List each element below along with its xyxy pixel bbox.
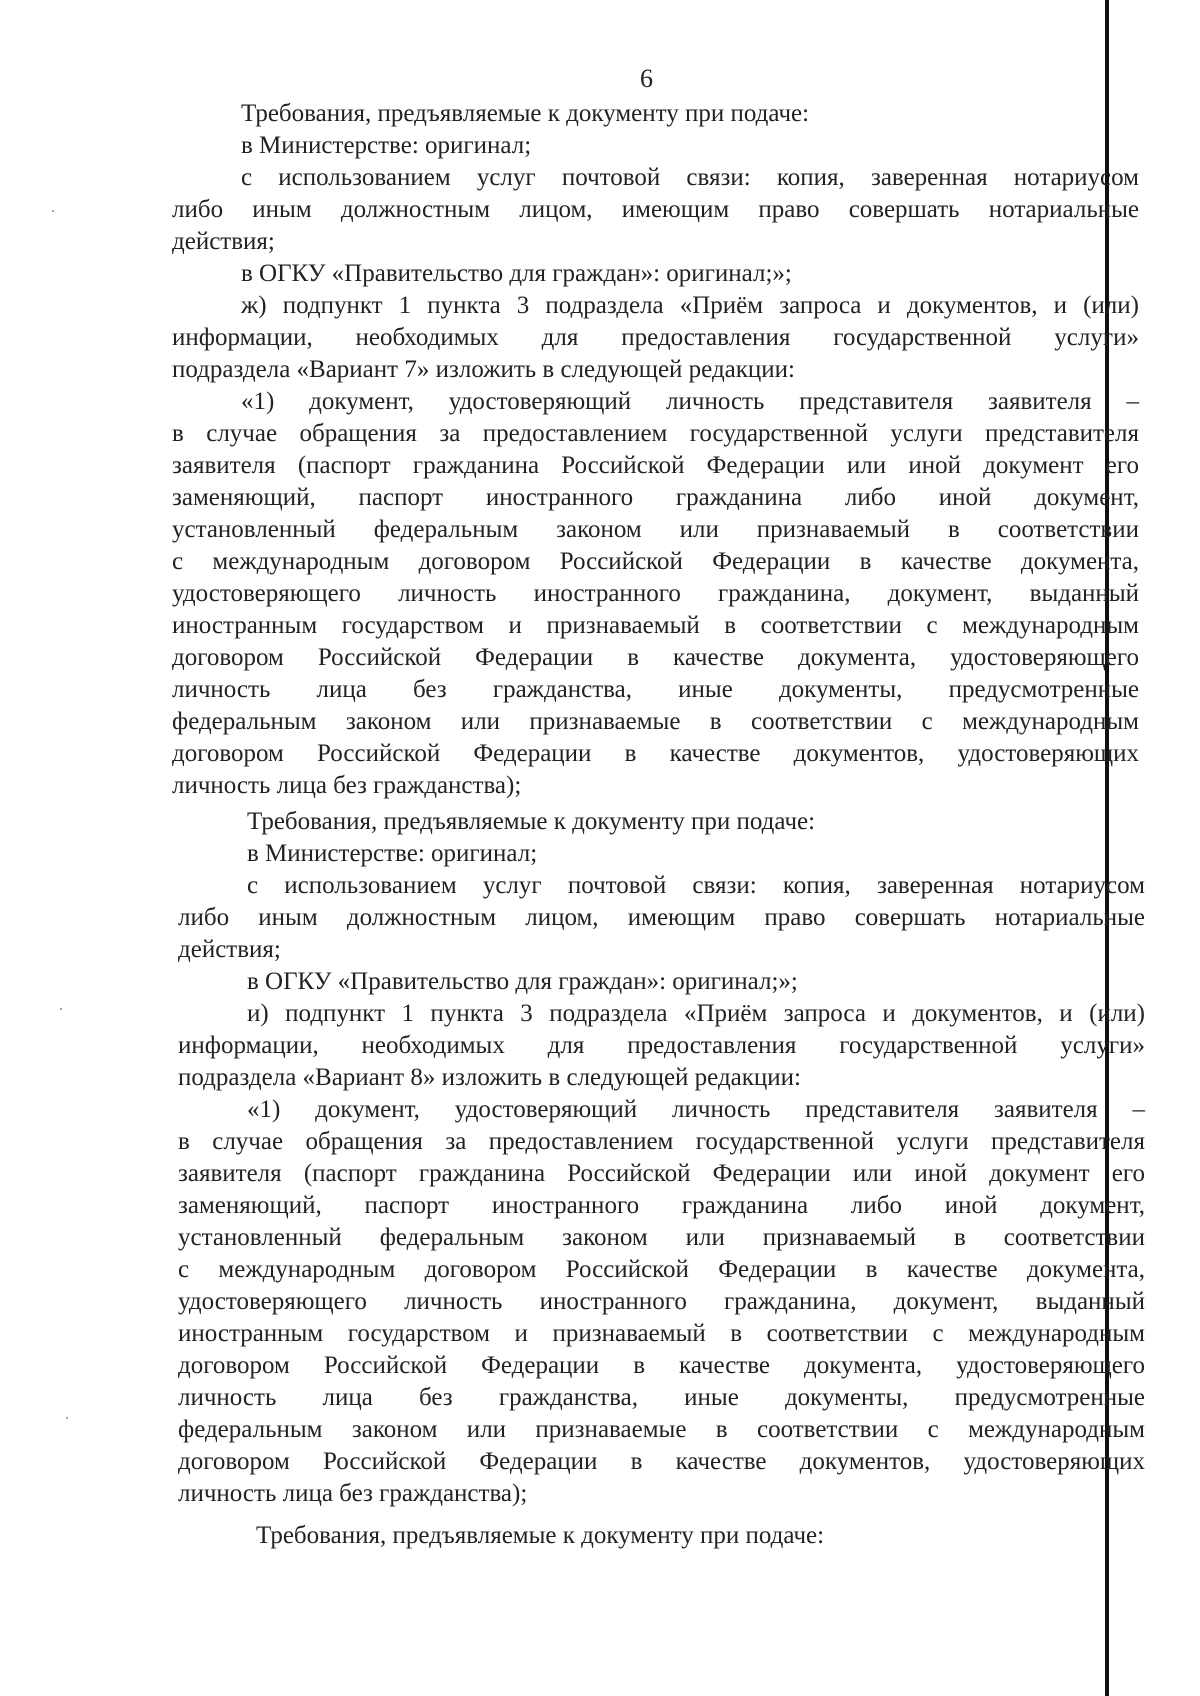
text-line: «1) документ, удостоверяющий личность представителя заявителя – [241, 388, 1139, 415]
text-line: информации, необходимых для предоставления государственной услуги» [178, 1032, 1145, 1059]
text-line: в ОГКУ «Правительство для граждан»: оригинал;»; [241, 260, 792, 287]
text-line: с международным договором Российской Федерации в качестве документа, [178, 1256, 1145, 1283]
text-line: в случае обращения за предоставлением государственной услуги представителя [172, 420, 1139, 447]
text-line: информации, необходимых для предоставления государственной услуги» [172, 324, 1139, 351]
text-line: подраздела «Вариант 7» изложить в следующей редакции: [172, 356, 795, 383]
text-line: в случае обращения за предоставлением государственной услуги представителя [178, 1128, 1145, 1155]
text-line: заявителя (паспорт гражданина Российской Федерации или иной документ его [178, 1160, 1145, 1187]
text-line: договором Российской Федерации в качестве документа, удостоверяющего [172, 644, 1139, 671]
text-line: либо иным должностным лицом, имеющим право совершать нотариальные [178, 904, 1145, 931]
text-line: действия; [172, 228, 275, 255]
page-number: 6 [640, 64, 653, 93]
text-line: либо иным должностным лицом, имеющим право совершать нотариальные [172, 196, 1139, 223]
text-line: заявителя (паспорт гражданина Российской Федерации или иной документ его [172, 452, 1139, 479]
text-line: в ОГКУ «Правительство для граждан»: оригинал;»; [247, 968, 798, 995]
text-line: с использованием услуг почтовой связи: копия, заверенная нотариусом [241, 164, 1139, 191]
text-line: в Министерстве: оригинал; [247, 840, 538, 867]
text-line: личность лица без гражданства); [178, 1480, 528, 1507]
text-line: федеральным законом или признаваемые в соответствии с международным [172, 708, 1139, 735]
text-line: «1) документ, удостоверяющий личность представителя заявителя – [247, 1096, 1145, 1123]
scan-speck [66, 1417, 68, 1419]
text-line: действия; [178, 936, 281, 963]
text-line: личность лица без гражданства, иные документы, предусмотренные [178, 1384, 1145, 1411]
text-line: заменяющий, паспорт иностранного гражданина либо иной документ, [172, 484, 1139, 511]
text-line: личность лица без гражданства); [172, 772, 522, 799]
scan-speck [52, 210, 54, 212]
text-line: подраздела «Вариант 8» изложить в следующей редакции: [178, 1064, 801, 1091]
text-line: и) подпункт 1 пункта 3 подраздела «Приём запроса и документов, и (или) [247, 1000, 1145, 1027]
text-line: договором Российской Федерации в качестве документа, удостоверяющего [178, 1352, 1145, 1379]
text-line: личность лица без гражданства, иные документы, предусмотренные [172, 676, 1139, 703]
text-line: заменяющий, паспорт иностранного гражданина либо иной документ, [178, 1192, 1145, 1219]
text-line: ж) подпункт 1 пункта 3 подраздела «Приём запроса и документов, и (или) [241, 292, 1139, 319]
text-line: Требования, предъявляемые к документу при подаче: [241, 100, 810, 127]
text-line: удостоверяющего личность иностранного гражданина, документ, выданный [172, 580, 1139, 607]
text-line: договором Российской Федерации в качестве документов, удостоверяющих [172, 740, 1139, 767]
text-line: Требования, предъявляемые к документу при подаче: [256, 1522, 825, 1549]
text-line: в Министерстве: оригинал; [241, 132, 532, 159]
text-line: федеральным законом или признаваемые в соответствии с международным [178, 1416, 1145, 1443]
text-line: с международным договором Российской Федерации в качестве документа, [172, 548, 1139, 575]
text-line: договором Российской Федерации в качестве документов, удостоверяющих [178, 1448, 1145, 1475]
scan-speck [60, 1008, 62, 1010]
text-line: с использованием услуг почтовой связи: копия, заверенная нотариусом [247, 872, 1145, 899]
text-line: установленный федеральным законом или признаваемый в соответствии [178, 1224, 1145, 1251]
text-line: иностранным государством и признаваемый в соответствии с международным [178, 1320, 1145, 1347]
text-line: удостоверяющего личность иностранного гражданина, документ, выданный [178, 1288, 1145, 1315]
text-line: установленный федеральным законом или признаваемый в соответствии [172, 516, 1139, 543]
text-line: иностранным государством и признаваемый в соответствии с международным [172, 612, 1139, 639]
text-line: Требования, предъявляемые к документу при подаче: [247, 808, 816, 835]
